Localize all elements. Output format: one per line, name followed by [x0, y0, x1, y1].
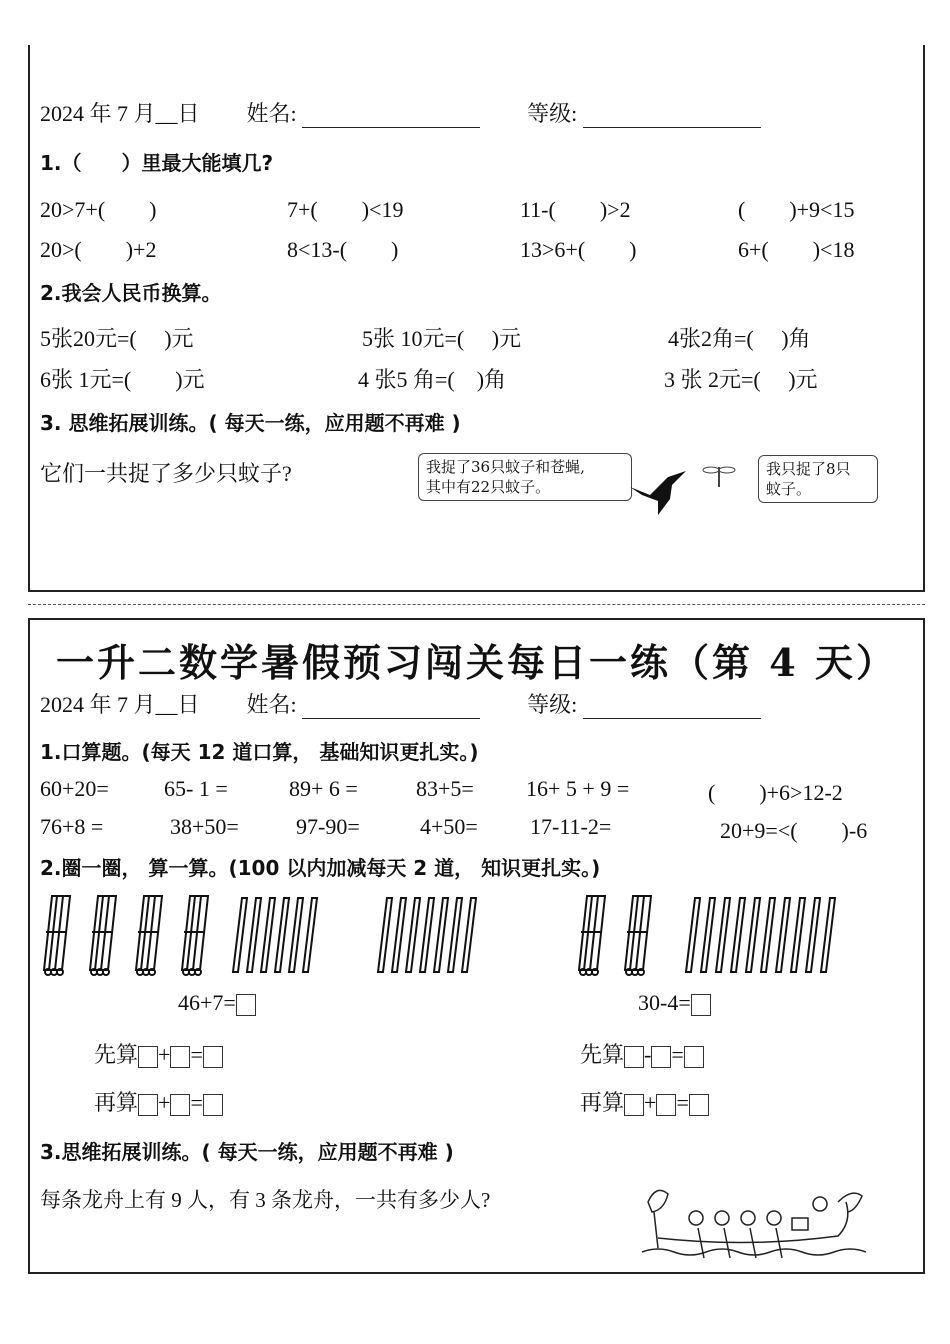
- first-step-left: 先算 + =: [94, 1038, 223, 1069]
- speech-bubble-swallow: [418, 453, 632, 501]
- equation-left: [178, 990, 256, 1016]
- then-step-left: 再算 + =: [94, 1086, 223, 1117]
- operator: +: [644, 1090, 657, 1115]
- equation-text: 46+7=: [178, 990, 236, 1015]
- q3-question: 它们一共捉了多少只蚊子?: [40, 461, 292, 486]
- q2-heading: 2.圈一圈， 算一算。(100 以内加减每天 2 道， 知识更扎实。): [40, 856, 601, 880]
- stick-bundles-right-icon: [575, 888, 875, 978]
- grade-field[interactable]: [583, 105, 761, 128]
- q1-heading: 1.（ ）里最大能填几?: [40, 151, 274, 175]
- swallow-icon: [628, 465, 688, 517]
- q1-item: 6+( )<18: [738, 237, 855, 262]
- operator: -: [644, 1042, 652, 1067]
- worksheet-day4: [28, 618, 925, 1274]
- dragonfly-icon: [702, 463, 736, 489]
- name-label: 姓名:: [246, 101, 297, 126]
- answer-box[interactable]: [138, 1094, 158, 1116]
- then-step-right: 再算 + =: [580, 1086, 709, 1117]
- page-divider: [28, 604, 925, 605]
- q1-item: 8<13-( ): [287, 237, 399, 262]
- speech-bubble-dragonfly: [758, 455, 878, 503]
- step-label: 再算: [94, 1090, 139, 1115]
- answer-box[interactable]: [624, 1094, 644, 1116]
- q1-item: 13>6+( ): [520, 237, 637, 262]
- answer-box[interactable]: [684, 1046, 704, 1068]
- bubble-line: 我只捉了8只: [766, 460, 851, 478]
- answer-box[interactable]: [689, 1094, 709, 1116]
- calc-item: 65- 1 =: [164, 776, 228, 801]
- header-row: [40, 97, 761, 128]
- q1-item: 20>7+( ): [40, 197, 157, 222]
- calc-item: 83+5=: [416, 776, 474, 801]
- header-row: [40, 688, 761, 719]
- first-step-right: 先算 - =: [580, 1038, 704, 1069]
- calc-item: 60+20=: [40, 776, 109, 801]
- q2-item: 5张 10元=( )元: [362, 326, 522, 351]
- answer-box[interactable]: [170, 1094, 190, 1116]
- calc-item: 97-90=: [296, 814, 360, 839]
- q3-question: 每条龙舟上有 9 人，有 3 条龙舟，一共有多少人?: [40, 1188, 491, 1212]
- calc-item: ( )+6>12-2: [708, 780, 843, 805]
- answer-box[interactable]: [624, 1046, 644, 1068]
- step-label: 先算: [94, 1042, 139, 1067]
- name-field[interactable]: [302, 696, 480, 719]
- calc-item: 17-11-2=: [530, 814, 612, 839]
- bubble-line: 我捉了36只蚊子和苍蝇,: [426, 458, 585, 476]
- calc-item: 76+8 =: [40, 814, 104, 839]
- answer-box[interactable]: [656, 1094, 676, 1116]
- bubble-line: 蚊子。: [766, 480, 812, 498]
- q3-heading: 3.思维拓展训练。( 每天一练，应用题不再难 ): [40, 1140, 454, 1164]
- answer-box[interactable]: [170, 1046, 190, 1068]
- equation-right: [638, 990, 711, 1016]
- grade-label: 等级:: [527, 101, 578, 126]
- q1-item: 7+( )<19: [287, 197, 404, 222]
- answer-box[interactable]: [203, 1046, 223, 1068]
- name-label: 姓名:: [246, 692, 297, 717]
- stick-bundles-left-icon: [40, 888, 350, 978]
- date-label: 2024 年 7 月__日: [40, 692, 200, 717]
- q3-heading: 3. 思维拓展训练。( 每天一练，应用题不再难 ): [40, 411, 461, 435]
- q2-item: 5张20元=( )元: [40, 326, 194, 351]
- page-title: 一升二数学暑假预习闯关每日一练（第 4 天）: [56, 640, 897, 685]
- sticks-left-icon: [375, 888, 495, 978]
- q2-item: 3 张 2元=( )元: [664, 367, 818, 392]
- dragon-boat-icon: [638, 1182, 868, 1262]
- calc-item: 20+9=<( )-6: [720, 818, 868, 843]
- answer-box[interactable]: [691, 994, 711, 1016]
- bubble-line: 其中有22只蚊子。: [426, 478, 551, 496]
- calc-item: 89+ 6 =: [289, 776, 358, 801]
- answer-box[interactable]: [138, 1046, 158, 1068]
- q2-item: 6张 1元=( )元: [40, 367, 205, 392]
- q2-item: 4张2角=( )角: [668, 326, 811, 351]
- q1-heading: 1.口算题。(每天 12 道口算， 基础知识更扎实。): [40, 740, 479, 764]
- q2-item: 4 张5 角=( )角: [358, 367, 507, 392]
- date-label: 2024 年 7 月__日: [40, 101, 200, 126]
- q1-item: 11-( )>2: [520, 197, 631, 222]
- q2-heading: 2.我会人民币换算。: [40, 281, 222, 305]
- equation-text: 30-4=: [638, 990, 691, 1015]
- calc-item: 38+50=: [170, 814, 239, 839]
- worksheet-day3: [28, 45, 925, 592]
- answer-box[interactable]: [203, 1094, 223, 1116]
- q1-item: 20>( )+2: [40, 237, 157, 262]
- answer-box[interactable]: [651, 1046, 671, 1068]
- grade-field[interactable]: [583, 696, 761, 719]
- step-label: 先算: [580, 1042, 625, 1067]
- answer-box[interactable]: [236, 994, 256, 1016]
- grade-label: 等级:: [527, 692, 578, 717]
- name-field[interactable]: [302, 105, 480, 128]
- calc-item: 16+ 5 + 9 =: [526, 776, 630, 801]
- step-label: 再算: [580, 1090, 625, 1115]
- operator: +: [158, 1042, 171, 1067]
- q1-item: ( )+9<15: [738, 197, 855, 222]
- operator: +: [158, 1090, 171, 1115]
- calc-item: 4+50=: [420, 814, 478, 839]
